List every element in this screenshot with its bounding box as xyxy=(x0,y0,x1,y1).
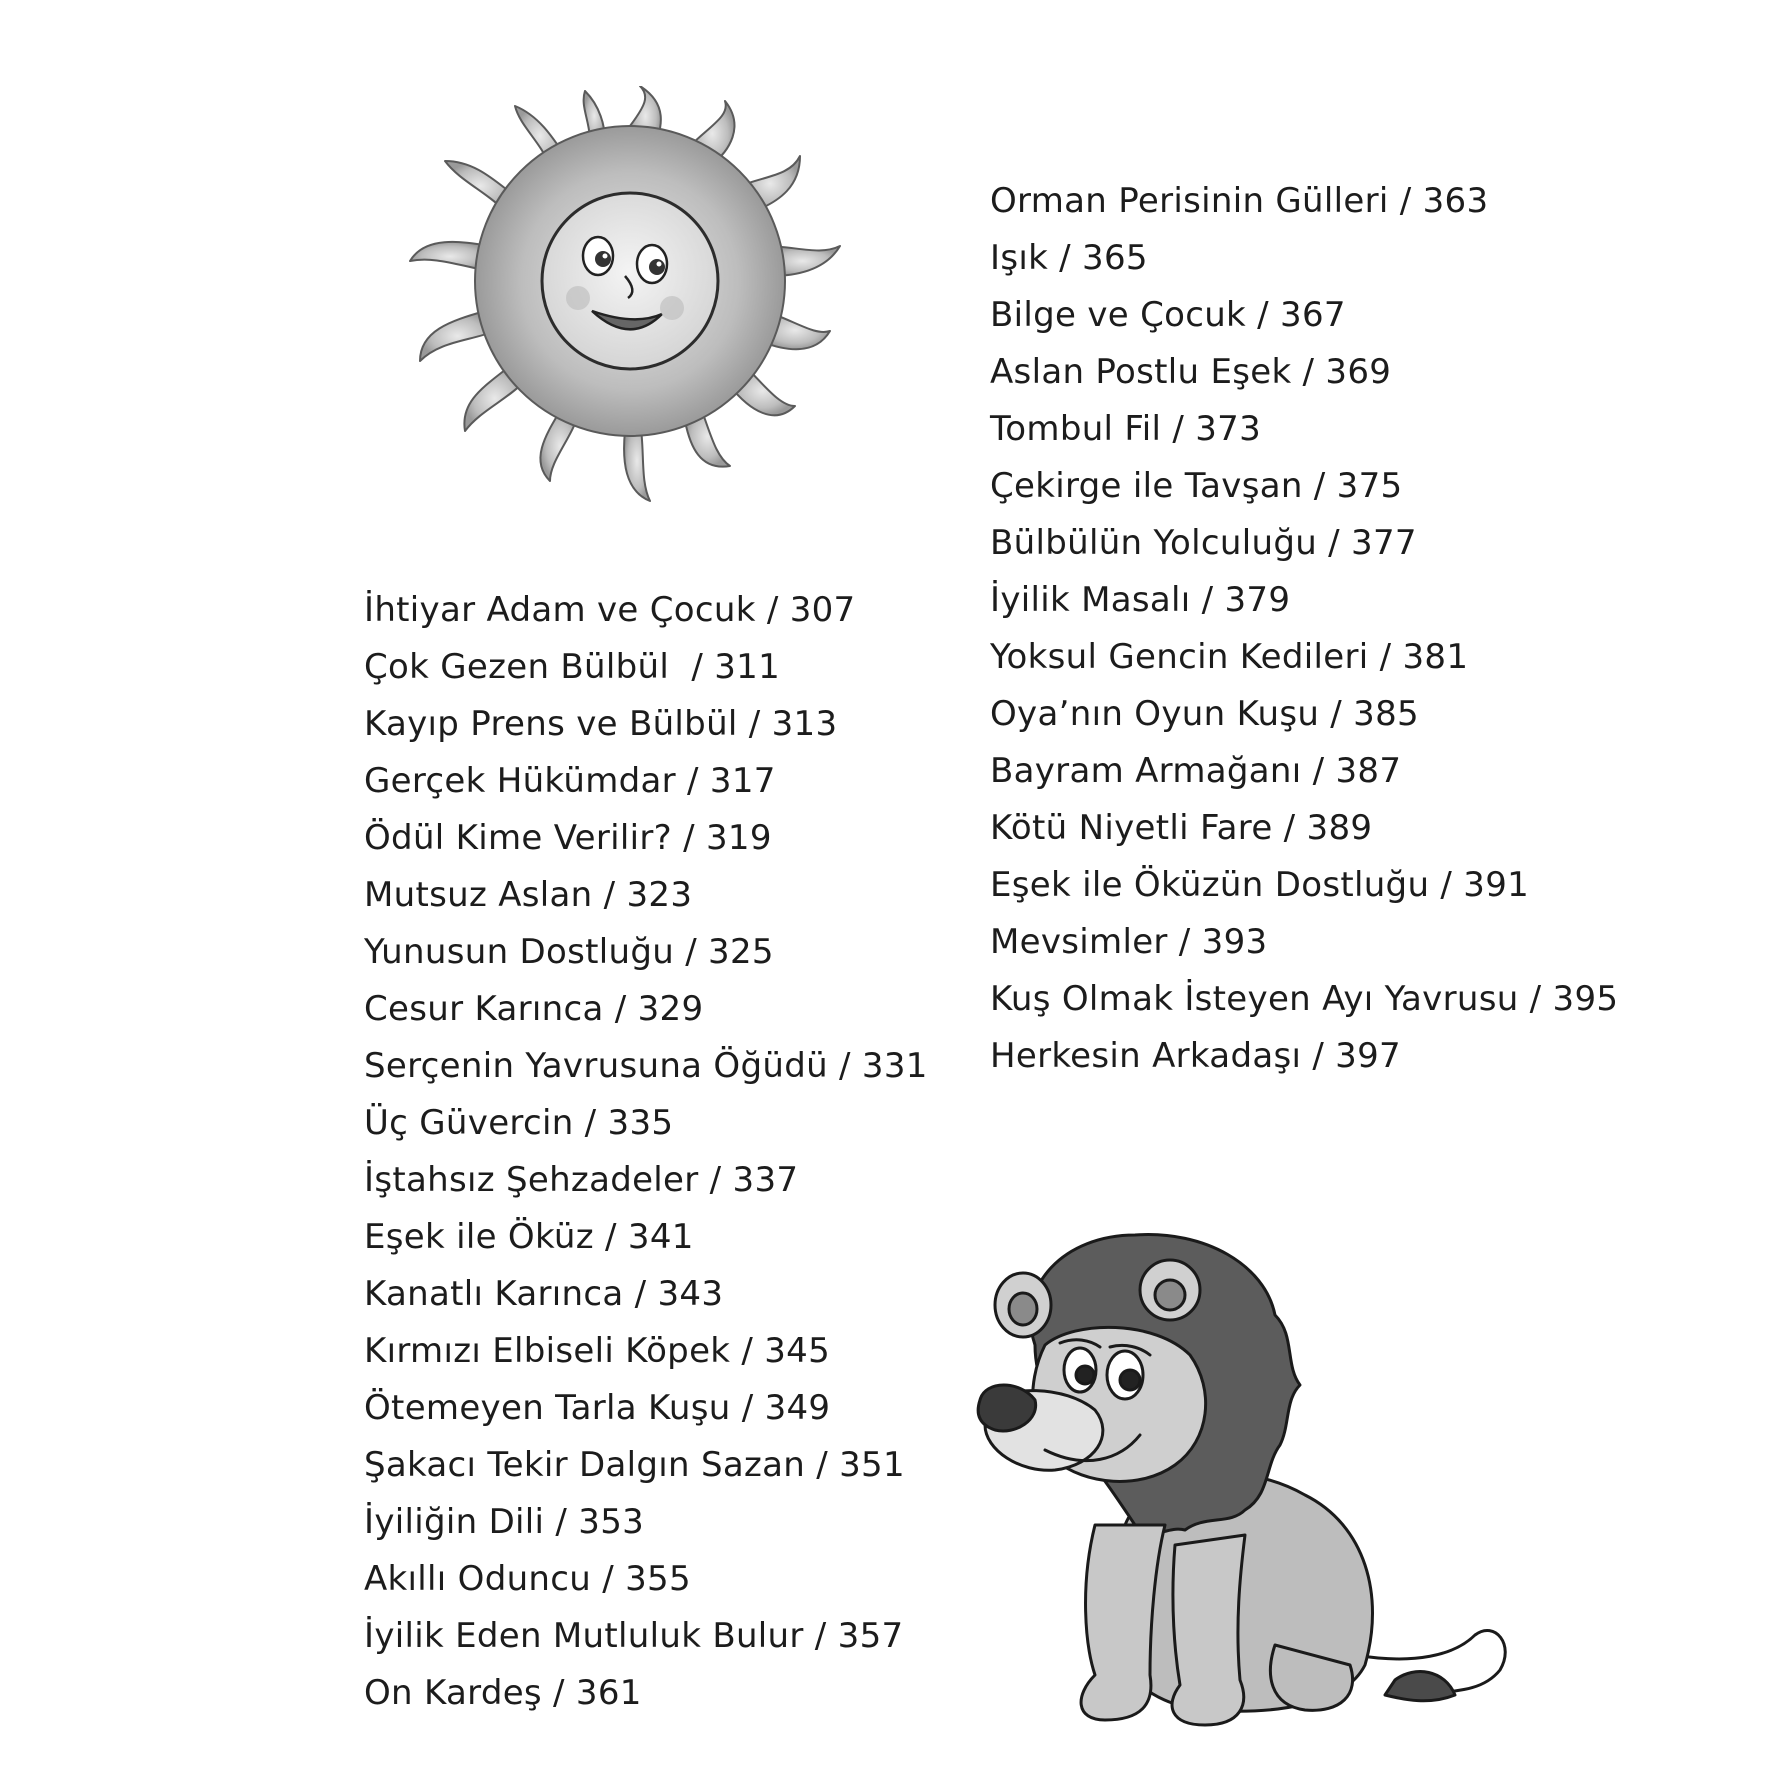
toc-right-column xyxy=(990,173,1618,1085)
toc-entry: İyiliğin Dili / 353 xyxy=(364,1502,645,1542)
lion-nose xyxy=(978,1385,1036,1431)
toc-entry: Bülbülün Yolculuğu / 377 xyxy=(990,523,1417,563)
toc-entry: Bayram Armağanı / 387 xyxy=(990,751,1402,791)
lion-leg-right xyxy=(1172,1535,1245,1725)
toc-entry: Mevsimler / 393 xyxy=(990,922,1268,962)
toc-entry: Işık / 365 xyxy=(990,238,1148,278)
sun-illustration xyxy=(400,86,860,516)
toc-left-column xyxy=(364,582,928,1722)
lion-illustration xyxy=(975,1225,1555,1745)
toc-entry: Yoksul Gencin Kedileri / 381 xyxy=(990,637,1469,677)
toc-entry: Gerçek Hükümdar / 317 xyxy=(364,761,776,801)
toc-entry: İyilik Masalı / 379 xyxy=(990,580,1291,620)
toc-entry: Kırmızı Elbiseli Köpek / 345 xyxy=(364,1331,831,1371)
toc-entry: Orman Perisinin Gülleri / 363 xyxy=(990,181,1489,221)
toc-entry: Kanatlı Karınca / 343 xyxy=(364,1274,724,1314)
toc-entry: Üç Güvercin / 335 xyxy=(364,1103,674,1143)
toc-entry: İştahsız Şehzadeler / 337 xyxy=(364,1160,799,1200)
toc-entry: Kuş Olmak İsteyen Ayı Yavrusu / 395 xyxy=(990,979,1619,1019)
toc-entry: Şakacı Tekir Dalgın Sazan / 351 xyxy=(364,1445,905,1485)
toc-entry: Herkesin Arkadaşı / 397 xyxy=(990,1036,1401,1076)
toc-entry: Akıllı Oduncu / 355 xyxy=(364,1559,691,1599)
toc-entry: Tombul Fil / 373 xyxy=(990,409,1262,449)
lion-tail-tuft xyxy=(1385,1672,1455,1701)
toc-entry: Çekirge ile Tavşan / 375 xyxy=(990,466,1403,506)
toc-entry: Bilge ve Çocuk / 367 xyxy=(990,295,1346,335)
toc-entry: Kayıp Prens ve Bülbül / 313 xyxy=(364,704,838,744)
toc-entry: İyilik Eden Mutluluk Bulur / 357 xyxy=(364,1616,904,1656)
toc-entry: Yunusun Dostluğu / 325 xyxy=(364,932,774,972)
toc-entry: Serçenin Yavrusuna Öğüdü / 331 xyxy=(364,1046,928,1086)
toc-entry: Eşek ile Öküzün Dostluğu / 391 xyxy=(990,865,1530,905)
toc-entry: Mutsuz Aslan / 323 xyxy=(364,875,693,915)
toc-entry: Cesur Karınca / 329 xyxy=(364,989,704,1029)
toc-entry: Oya’nın Oyun Kuşu / 385 xyxy=(990,694,1419,734)
toc-entry: Ötemeyen Tarla Kuşu / 349 xyxy=(364,1388,831,1428)
toc-entry: Ödül Kime Verilir? / 319 xyxy=(364,818,772,858)
toc-entry: Aslan Postlu Eşek / 369 xyxy=(990,352,1392,392)
toc-entry: On Kardeş / 361 xyxy=(364,1673,642,1713)
toc-entry: Çok Gezen Bülbül / 311 xyxy=(364,647,780,687)
toc-entry: İhtiyar Adam ve Çocuk / 307 xyxy=(364,590,856,630)
toc-entry: Kötü Niyetli Fare / 389 xyxy=(990,808,1373,848)
toc-entry: Eşek ile Öküz / 341 xyxy=(364,1217,694,1257)
